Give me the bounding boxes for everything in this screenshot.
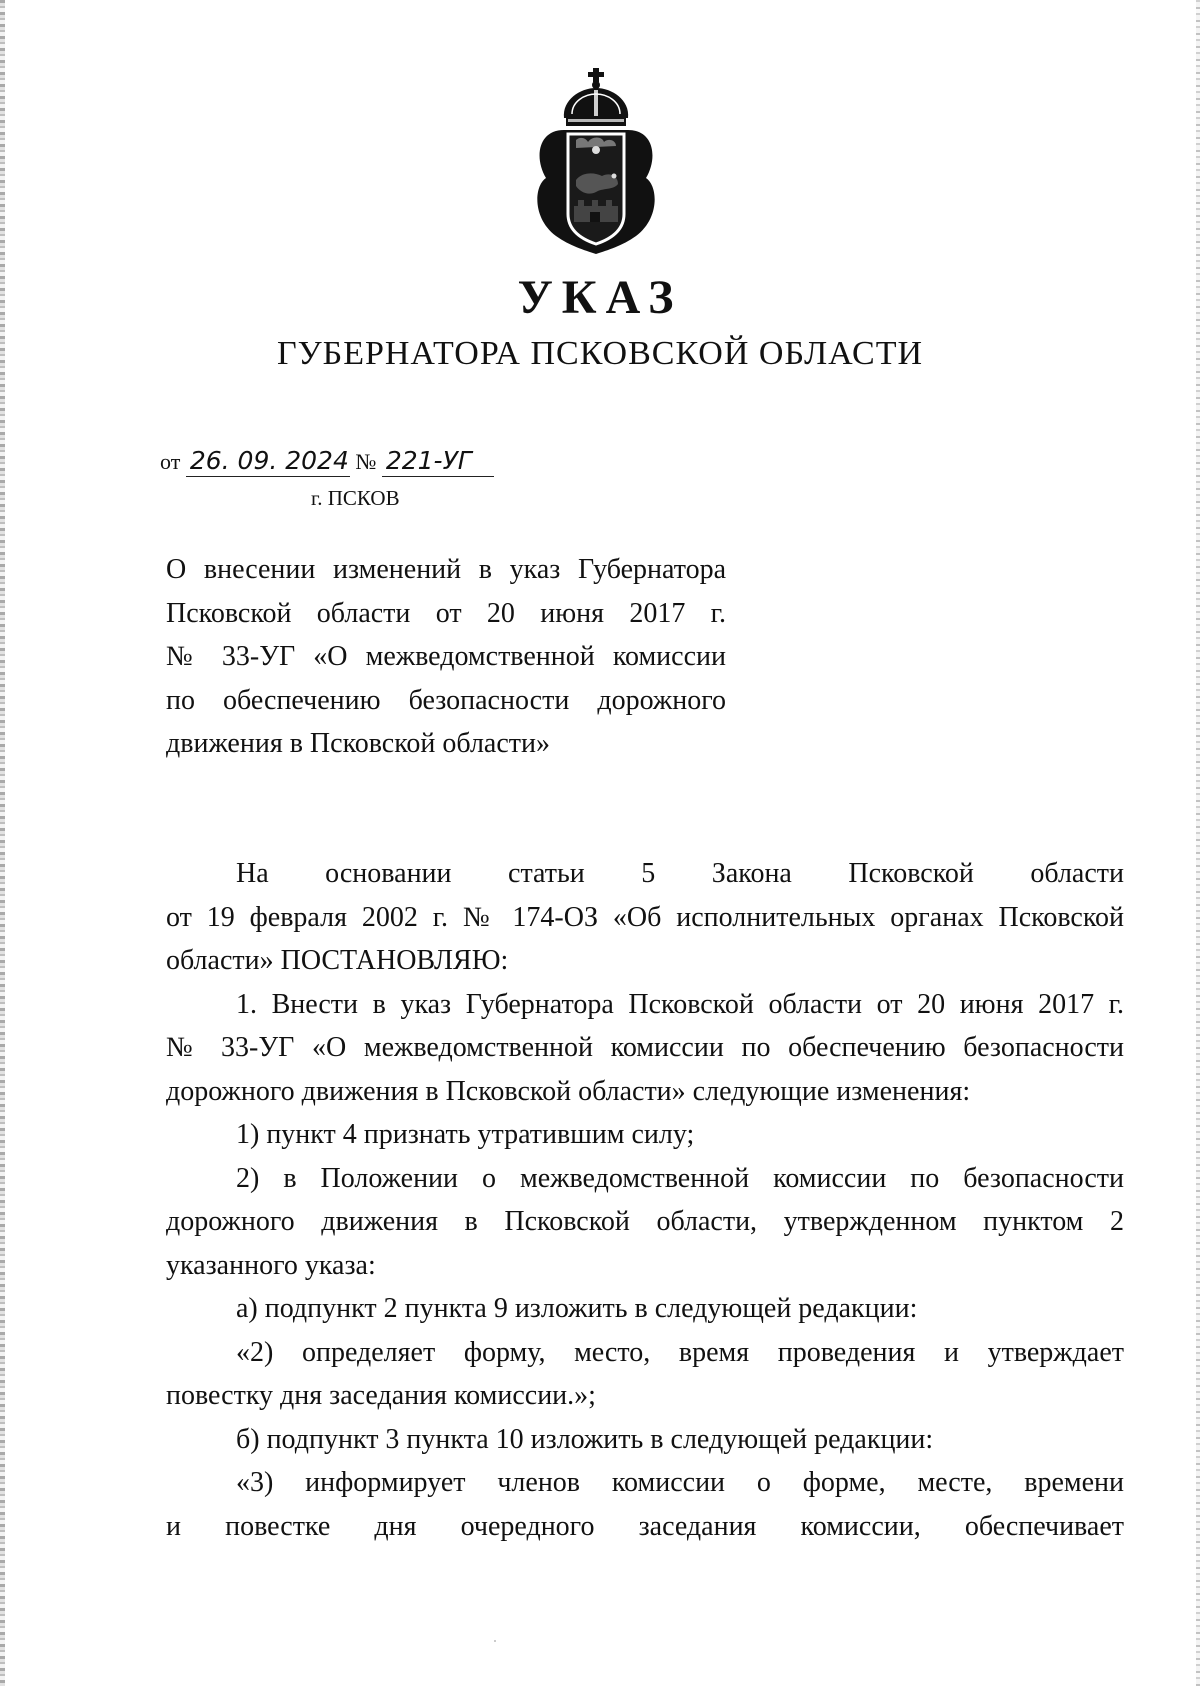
scan-edge-left bbox=[0, 0, 5, 1686]
heading-line: по обеспечению безопасности дорожного bbox=[166, 684, 726, 716]
number-sign: № bbox=[355, 449, 377, 474]
body-line: «3) информирует членов комиссии о форме, месте, времени bbox=[236, 1467, 1124, 1498]
body-line: а) подпункт 2 пункта 9 изложить в следующей редакции: bbox=[236, 1293, 918, 1324]
body-line: повестку дня заседания комиссии.»; bbox=[166, 1380, 596, 1411]
handwritten-number: 221-УГ bbox=[382, 446, 494, 477]
body-line: области» ПОСТАНОВЛЯЮ: bbox=[166, 945, 509, 976]
body-line: 2) в Положении о межведомственной комиссии по безопасности bbox=[236, 1162, 1124, 1194]
coat-of-arms-emblem bbox=[528, 68, 664, 258]
date-prefix: от bbox=[160, 449, 181, 474]
body-line: 1) пункт 4 признать утратившим силу; bbox=[236, 1119, 695, 1150]
body-line: указанного указа: bbox=[166, 1249, 376, 1281]
city-label: г. ПСКОВ bbox=[311, 486, 400, 510]
body-line: 1. Внести в указ Губернатора Псковской области от 20 июня 2017 г. bbox=[236, 988, 1124, 1020]
heading-line: движения в Псковской области» bbox=[166, 728, 551, 759]
body-line: № 33-УГ «О межведомственной комиссии по обеспечению безопасности bbox=[166, 1032, 1124, 1063]
decree-subtitle: ГУБЕРНАТОРА ПСКОВСКОЙ ОБЛАСТИ bbox=[276, 335, 924, 372]
heading-line: Псковской области от 20 июня 2017 г. bbox=[166, 597, 726, 629]
decree-heading bbox=[166, 548, 726, 766]
body-line: дорожного движения в Псковской области» следующие изменения: bbox=[166, 1075, 971, 1107]
body-line: от 19 февраля 2002 г. № 174-ОЗ «Об исполнительных органах Псковской bbox=[166, 901, 1124, 933]
body-line: б) подпункт 3 пункта 10 изложить в следующей редакции: bbox=[236, 1423, 934, 1455]
registration-line bbox=[160, 442, 494, 482]
decree-title: УКАЗ bbox=[517, 271, 683, 324]
scan-edge-right bbox=[1196, 0, 1200, 1686]
body-line: На основании статьи 5 Закона Псковской области bbox=[236, 858, 1124, 889]
heading-line: № 33-УГ «О межведомственной комиссии bbox=[166, 641, 726, 672]
body-line: «2) определяет форму, место, время проведения и утверждает bbox=[236, 1336, 1124, 1368]
heading-line: О внесении изменений в указ Губернатора bbox=[166, 554, 726, 585]
body-line: дорожного движения в Псковской области, утвержденном пунктом 2 bbox=[166, 1206, 1124, 1237]
decree-body bbox=[166, 852, 1124, 1548]
scan-speck bbox=[494, 1640, 496, 1642]
handwritten-date: 26. 09. 2024 bbox=[186, 446, 350, 477]
body-line: и повестке дня очередного заседания комиссии, обеспечивает bbox=[166, 1510, 1124, 1542]
